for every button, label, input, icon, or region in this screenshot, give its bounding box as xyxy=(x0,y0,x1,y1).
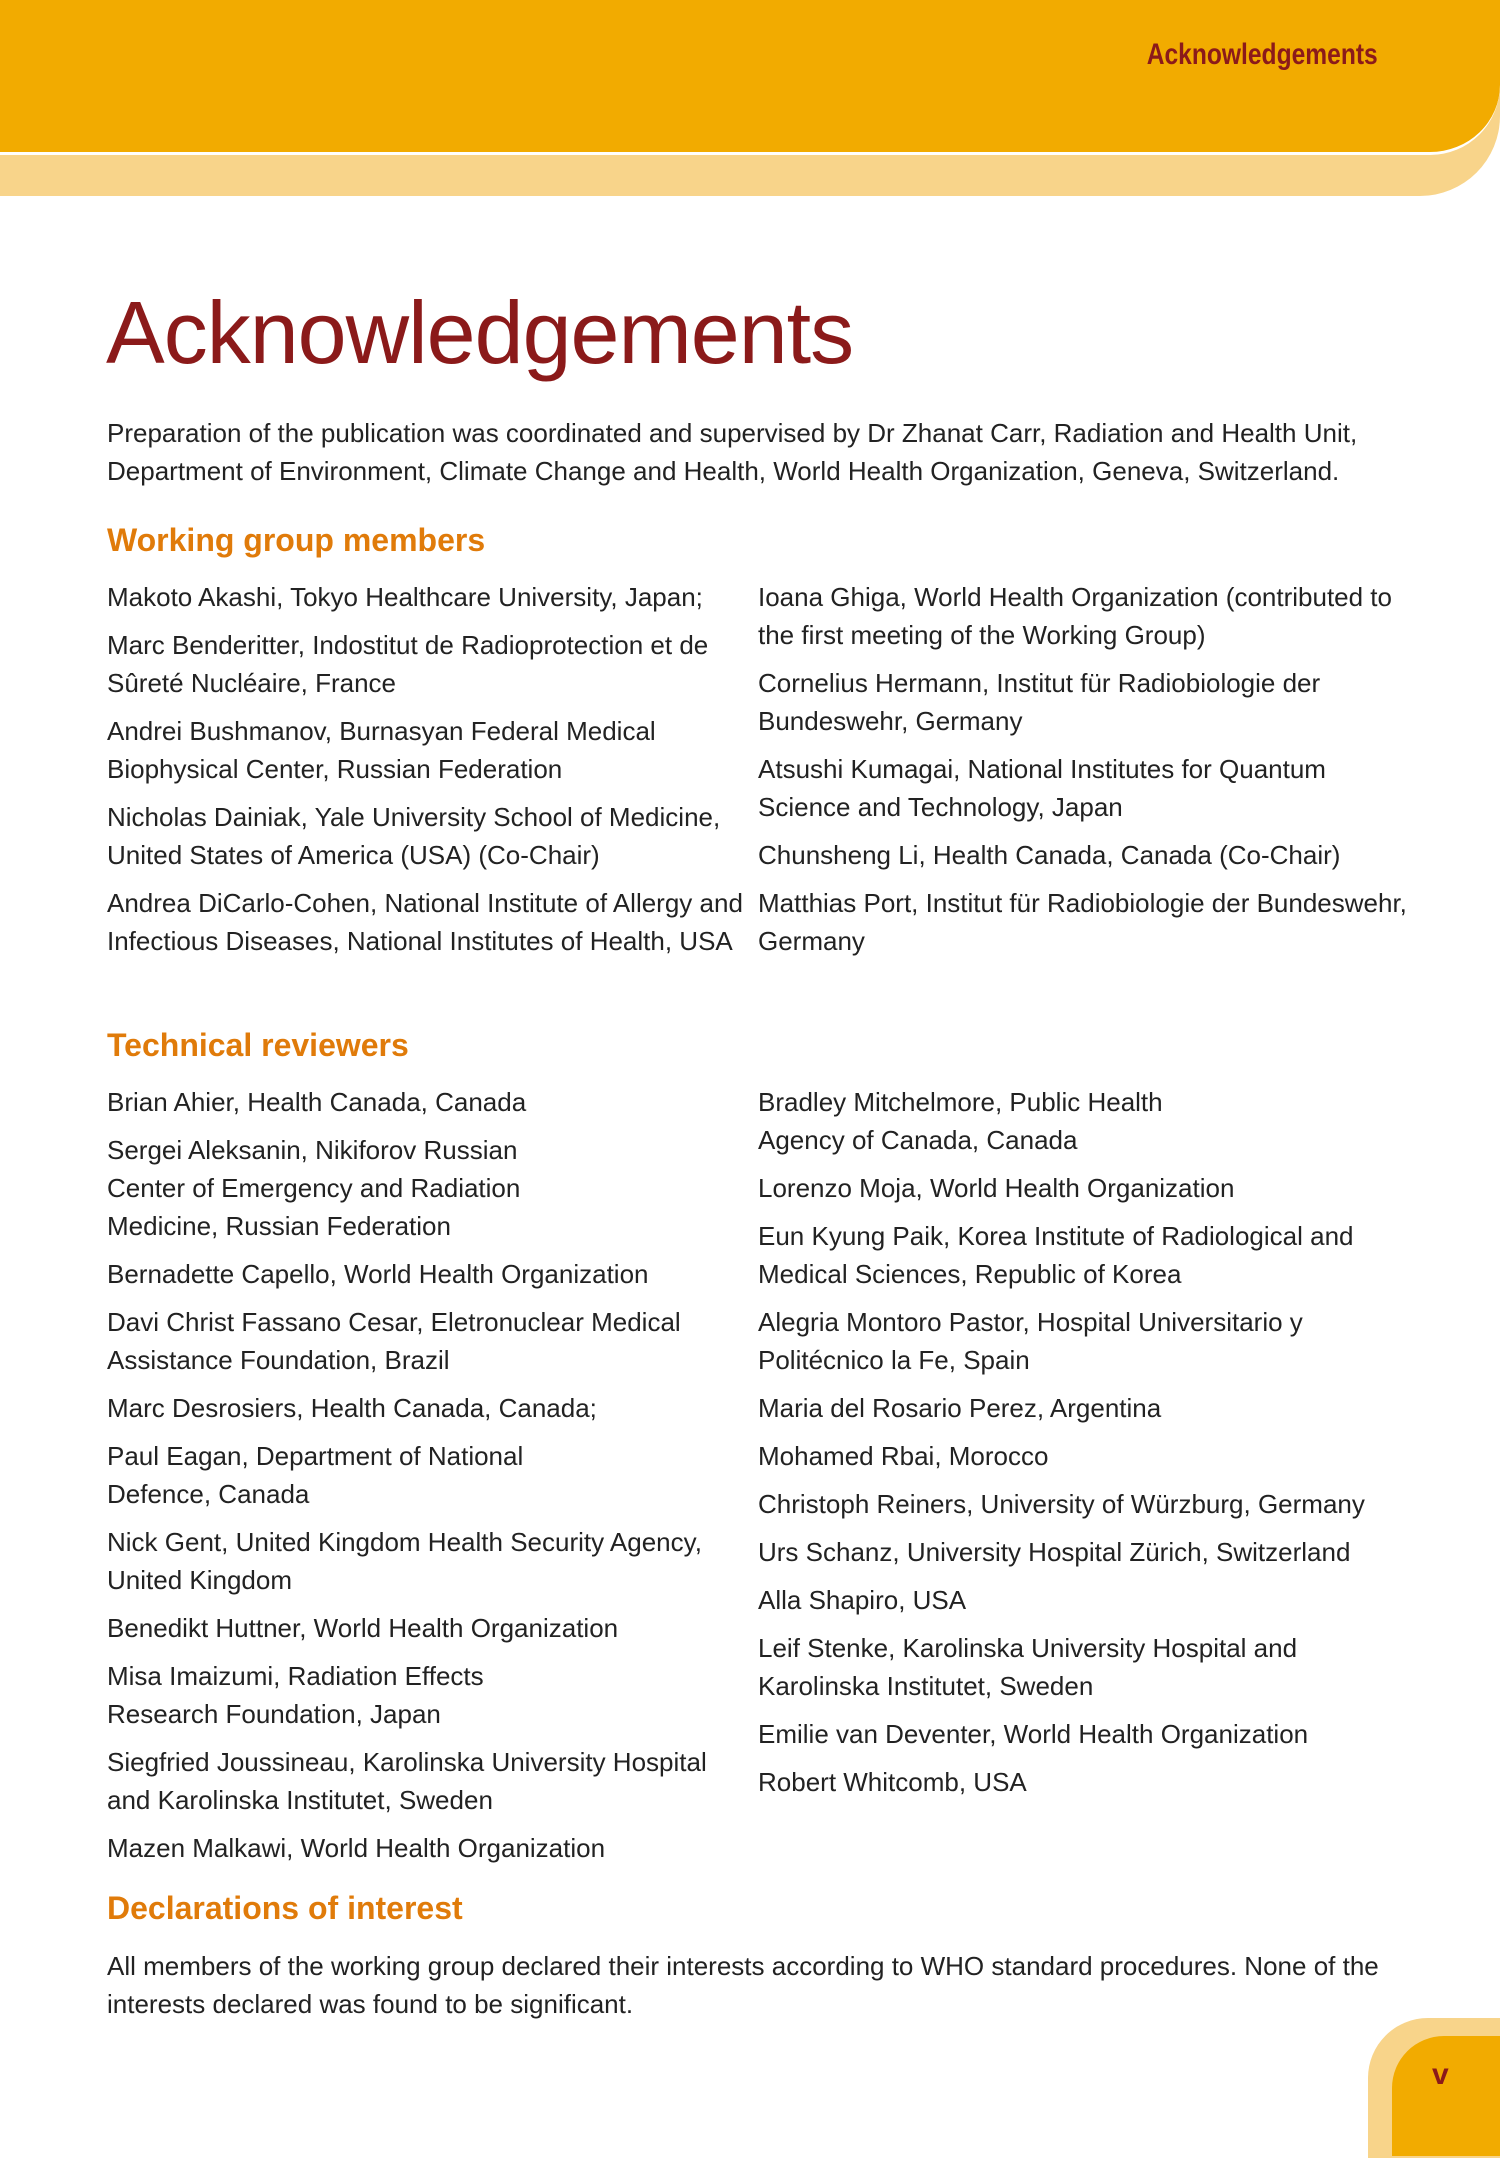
list-item: Misa Imaizumi, Radiation Effects Research Foundation, Japan xyxy=(107,1661,484,1729)
list-item: Mazen Malkawi, World Health Organization xyxy=(107,1833,606,1863)
list-item: Urs Schanz, University Hospital Zürich, Switzerland xyxy=(758,1537,1351,1567)
intro-paragraph: Preparation of the publication was coordinated and supervised by Dr Zhanat Carr, Radiation and Health Unit, Department of Environment, Climate Change and Health, World Health Organization, Geneva, Switzerland. xyxy=(107,418,1358,486)
list-item: Nicholas Dainiak, Yale University School of Medicine, United States of America (USA) (Co-Chair) xyxy=(107,802,721,870)
list-item: Andrea DiCarlo-Cohen, National Institute of Allergy and Infectious Diseases, National Institutes of Health, USA xyxy=(107,888,743,956)
technical-reviewers-heading: Technical reviewers xyxy=(107,1027,409,1063)
list-item: Marc Benderitter, Indostitut de Radioprotection et de Sûreté Nucléaire, France xyxy=(107,630,709,698)
list-item: Brian Ahier, Health Canada, Canada xyxy=(107,1087,527,1117)
working-group-right-list xyxy=(758,578,1408,970)
list-item: Maria del Rosario Perez, Argentina xyxy=(758,1393,1162,1423)
corner-tab xyxy=(1392,2036,1500,2156)
list-item: Marc Desrosiers, Health Canada, Canada; xyxy=(107,1393,597,1423)
header-band xyxy=(0,0,1500,155)
technical-reviewers-right-list xyxy=(758,1083,1408,1811)
declarations-paragraph: All members of the working group declared their interests according to WHO standard procedures. None of the interests declared was found to be significant. xyxy=(107,1951,1379,2019)
working-group-heading: Working group members xyxy=(107,522,486,558)
list-item: Emilie van Deventer, World Health Organization xyxy=(758,1719,1309,1749)
working-group-left-list xyxy=(107,578,747,970)
list-item: Alegria Montoro Pastor, Hospital Universitario y Politécnico la Fe, Spain xyxy=(758,1307,1303,1375)
page-number: v xyxy=(1432,2058,1449,2091)
list-item: Robert Whitcomb, USA xyxy=(758,1767,1027,1797)
page-title: Acknowledgements xyxy=(106,283,854,382)
list-item: Cornelius Hermann, Institut für Radiobiologie der Bundeswehr, Germany xyxy=(758,668,1321,736)
list-item: Eun Kyung Paik, Korea Institute of Radiological and Medical Sciences, Republic of Korea xyxy=(758,1221,1354,1289)
list-item: Sergei Aleksanin, Nikiforov Russian Center of Emergency and Radiation Medicine, Russian Federation xyxy=(107,1135,521,1241)
technical-reviewers-left-list xyxy=(107,1083,747,1877)
list-item: Mohamed Rbai, Morocco xyxy=(758,1441,1049,1471)
list-item: Ioana Ghiga, World Health Organization (contributed to the first meeting of the Working Group) xyxy=(758,582,1392,650)
list-item: Benedikt Huttner, World Health Organization xyxy=(107,1613,619,1643)
list-item: Nick Gent, United Kingdom Health Security Agency, United Kingdom xyxy=(107,1527,702,1595)
list-item: Davi Christ Fassano Cesar, Eletronuclear Medical Assistance Foundation, Brazil xyxy=(107,1307,681,1375)
list-item: Andrei Bushmanov, Burnasyan Federal Medical Biophysical Center, Russian Federation xyxy=(107,716,656,784)
list-item: Alla Shapiro, USA xyxy=(758,1585,967,1615)
list-item: Atsushi Kumagai, National Institutes for Quantum Science and Technology, Japan xyxy=(758,754,1326,822)
list-item: Siegfried Joussineau, Karolinska University Hospital and Karolinska Institutet, Sweden xyxy=(107,1747,707,1815)
list-item: Lorenzo Moja, World Health Organization xyxy=(758,1173,1235,1203)
list-item: Christoph Reiners, University of Würzburg, Germany xyxy=(758,1489,1365,1519)
list-item: Bradley Mitchelmore, Public Health Agency of Canada, Canada xyxy=(758,1087,1163,1155)
list-item: Paul Eagan, Department of National Defence, Canada xyxy=(107,1441,524,1509)
declarations-heading: Declarations of interest xyxy=(107,1890,463,1926)
running-head: Acknowledgements xyxy=(1146,38,1378,71)
list-item: Makoto Akashi, Tokyo Healthcare University, Japan; xyxy=(107,582,703,612)
list-item: Chunsheng Li, Health Canada, Canada (Co-Chair) xyxy=(758,840,1341,870)
list-item: Matthias Port, Institut für Radiobiologie der Bundeswehr, Germany xyxy=(758,888,1407,956)
list-item: Bernadette Capello, World Health Organization xyxy=(107,1259,649,1289)
list-item: Leif Stenke, Karolinska University Hospital and Karolinska Institutet, Sweden xyxy=(758,1633,1298,1701)
